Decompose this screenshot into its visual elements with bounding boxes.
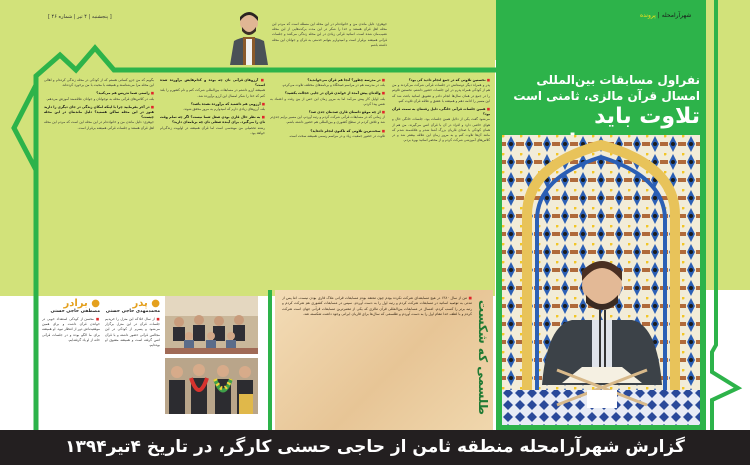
page-label-text: شهرآرامحله [661,12,692,19]
father-quote-text [105,317,160,413]
answer: جوهری: دلیل ماندن من و خانواده‌ام در این محله این است که مردم این محله اهل قرآن هستند و جلسات قرآنی همیشه برقرار است. [44,120,154,130]
bullet [467,296,472,300]
answer: از زمانی که در مسابقات قرآنی شرکت کردم و رتبه آوردم، این مسیر برایم جدی‌تر شد و تلاش کردم در سطح کشوری و بین‌المللی هم حضور داشته باشم. [270,115,385,125]
question: ■ والدتان پیش آمده از خواندن قرآن در جایی خجالت بکشید؟ [285,91,385,95]
question: ■ نخستین تلاوتی که در جمع انجام دادید کی بود؟ [409,78,490,82]
answer: بله، اوایل کار پیش می‌آمد اما به مرور زمان این حس از بین رفت و اعتماد به نفس پیدا کردم. [270,96,385,106]
father-name: محمدمهدی حاجی حسنی [105,309,160,314]
subheadline-line-1: نفراول مسابقات بین‌المللی [536,73,700,87]
frame-right-star [712,0,738,430]
frame-left-star [14,85,36,170]
caption-text: گزارش شهرآرامحله منطقه ثامن از حاجی حسنی کارگر، در تاریخ ۴تیر۱۳۹۴ [65,437,685,457]
text-column-2 [270,78,385,288]
answer: می‌شود گفت یکی از دلایل همین جلسات بود. جلسات خانگی حال و هوای خاصی دارد و افراد در آن با قرآن انس می‌گیرند. من هم از همان کودکی با صدای قاریان بزرگ آشنا شدم و علاقه‌مند شدم که مانند آن‌ها تلاوت کنم و به مرور زمان این علاقه بیشتر شد و در کلاس‌های آموزشی شرکت کردم و از محضر اساتید بهره بردم. [392,117,490,143]
answer: رشته تحصیلی من مهندسی است اما قرآن همیشه در اولویت زندگی‌ام خواهد بود. [160,125,265,135]
question: ■ همین جلسات قرآنی خانگی، دلیل رفتنتان به سمت قرآن بود؟ [392,107,490,116]
answer: بله، در مدرسه هم در مراسم صبحگاه و برنامه‌های مختلف تلاوت می‌کردم. [281,83,385,88]
question: ■ آرزوهای قرآنی تان چه بوده و کدام‌هایش برآورده شده است؟ [160,78,265,87]
sidebar-box-text [282,296,472,424]
page-label-highlight: پرونده [640,12,656,19]
answer: همیشه آرزو داشتم در مسابقات بین‌المللی شرکت کنم و نام کشورم را بلند کنم که خدا را شکر امسال این آرزو برآورده شد. [160,88,265,98]
portrait-photo [228,5,270,65]
quran-reciter-image [502,135,700,425]
brother-quote-text [42,317,100,413]
brother-title: ● برادر [63,298,100,309]
question: ■ در آخر بفرمایید چرا با اینکه امکان زندگی در جای دیگری را دارید هنوز در این محله ساکن هستید؟ دلیل ماندنتان در این محله چیست؟ [44,105,154,119]
folio-text: [ پنجشنبه | ۴ تیر | شماره ۴۶ ] [48,14,112,20]
gathering-image [165,296,258,354]
sidebar-box-body: من از سال ۱۳۸۰ در هیچ مسابقه‌ای شرکت نکرده بودم چون معتقد بودم مسابقات قرآنی ملاک قاری بودن نیست. اما پس از مدتی به توصیه اساتید در مسابقات شرکت کردم و رتبه اول را به دست آوردم. سپس در مسابقات کشوری هم شرکت کردم و رتبه برتر را کسب کردم. امسال در مسابقات بین‌المللی قرآن مالزی که یکی از معتبرترین مسابقات قرآنی جهان است شرکت کردم و با لطف خدا مقام اول را به دست آوردم و طلسمی که سال‌ها برای قاریان ایرانی وجود داشت شکسته شد. [282,296,472,317]
text-column-1 [392,78,490,288]
question: ■ از چه موقع داستان قاری شدنتان جدی شد؟ [309,110,385,114]
answer: تلاوت در حضور جمعیت زیاد و در مراسم رسمی همیشه سخت است. [288,133,385,138]
brother-quote-body: محسن از کودکی استعداد خوبی در خواندن قرآن داشت و برای همین موفقیت‌اش دور از انتظار نبود. او همیشه برای ما الگو بوده و در جلسات قرآنی خانه از او یاد گرفته‌ایم. [42,317,100,342]
brother-name: مصطفی حاجی حسنی [50,309,100,314]
main-photo [502,135,700,425]
page-label: شهرآرامحله | پرونده [640,12,692,19]
question: ■ در مدرسه چطور؟ آنجا هم قرآن می‌خواندید؟ [307,78,385,82]
family-photo-1 [165,296,258,354]
headline: تلاوت باید [594,104,700,129]
caption-bar [0,430,750,465]
bullet [155,317,160,321]
bullet [94,317,100,321]
text-column-3 [160,78,265,288]
text-column-4 [44,78,154,288]
subheadline-line-2: امسال قرآن مالزی، ثامنی است [513,89,700,103]
question: ■ به نظر حال قاری بودن شغل شما نیست؟ اگر چه تمام وقت تان را می‌گیرد. برای آینده شغلی تان چه برنامه‌ای دارید؟ [160,115,265,124]
father-quote-body: از سال ۵۸ که این منزل را خریدیم جلسات قرآن در این منزل برگزار می‌شود و پسرم از کودکی در این مجالس قرآنی حضور داشته و با قرآن انس گرفته است و همیشه مشوق او بوده‌ایم. [105,317,160,348]
intro-text: جوهری: دلیل ماندن من و خانواده‌ام در این محله این مسئله است که مردم این محله اهل قرآن هستند و خدا را شکر در این مدت برکت‌هایی از این محله نصیب‌مان شده است. اساتید قرآنی زیادی در این محله زندگی می‌کنند و جلسات قرآنی همیشه برقرار است و امیدوارم بتوانم خدمتی به قرآن و جوانان این محله داشته باشم [272,22,387,47]
portrait-image [228,5,270,65]
father-title-text: پدر [132,298,148,309]
sidebar-box-title-wrap [476,300,492,422]
question: ■ آرزویی هم داشتید که برآورده نشده باشد؟ [191,102,265,106]
family-photo-2 [165,358,258,414]
answer: بله، آرزوهای زیادی دارم که امیدوارم به مرور محقق شوند. [183,107,265,112]
answer: بگویم که من جزو کسانی هستم که از کودکی در محله زندگی کرده‌ام و اهالی این محله مرا می‌شناسند و همیشه با محبت با من برخورد کرده‌اند. [44,78,154,88]
answer: بله، در کلاس‌های قرآنی محله به نوجوانان و جوانان علاقه‌مند آموزش می‌دهم. [46,96,154,101]
subheadline [500,72,700,104]
celebration-image [165,358,258,414]
sidebar-box-title: طلسمی که شکست [476,300,490,415]
answer: پدر و همراه دیگر دوستانش در جلسات قرآنی شرکت می‌کردند و من هم از کودکی همراه پدرم در این جلسات حضور داشتم. نخستین تلاوتم را در جمع در همان سال‌ها انجام دادم و تشویق اساتید باعث شد که این مسیر را ادامه دهم و همیشه با عشق و علاقه قرآن تلاوت کنم. [392,83,490,103]
family-quote-brother [42,298,100,426]
question: ■ راستی شما تدریس هم می‌کنید؟ [96,91,154,95]
family-quote-father [105,298,160,426]
brother-title-text: برادر [63,298,88,309]
father-title: ● پدر [132,298,160,309]
question: ■ سخت‌ترین تلاوتی که تاکنون انجام داده‌اید؟ [310,129,385,133]
